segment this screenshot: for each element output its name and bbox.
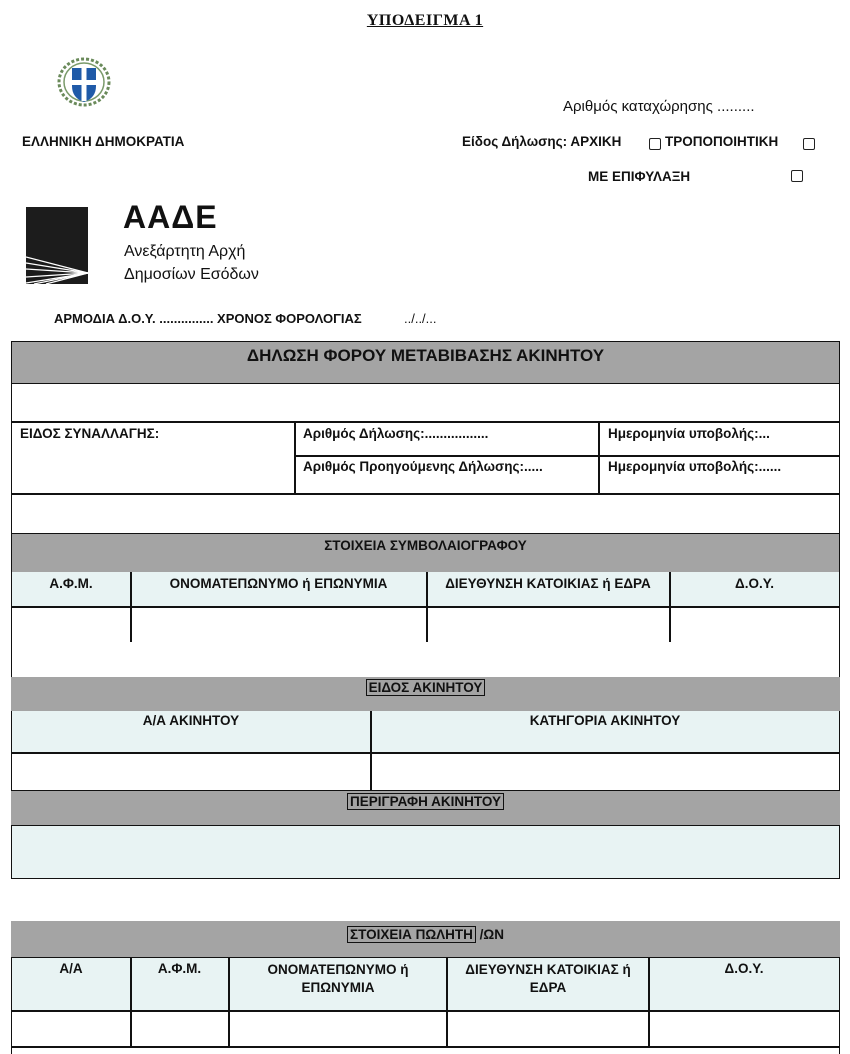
divider — [446, 957, 448, 1047]
seller-col-name: ΟΝΟΜΑΤΕΠΩΝΥΜΟ ή ΕΠΩΝΥΜΙΑ — [267, 962, 409, 995]
main-title: ΔΗΛΩΣΗ ΦΟΡΟΥ ΜΕΤΑΒΙΒΑΣΗΣ ΑΚΙΝΗΤΟΥ — [246, 346, 605, 365]
declaration-type-label: Είδος Δήλωσης: ΑΡΧΙΚΗ — [462, 134, 622, 149]
divider — [12, 1046, 839, 1048]
notary-col-address: ΔΙΕΥΘΥΝΣΗ ΚΑΤΟΙΚΙΑΣ ή ΕΔΡΑ — [445, 576, 651, 591]
seller-col-address: ΔΙΕΥΘΥΝΣΗ ΚΑΤΟΙΚΙΑΣ ή ΕΔΡΑ — [465, 962, 631, 995]
country-name: ΕΛΛΗΝΙΚΗ ΔΗΜΟΚΡΑΤΙΑ — [22, 134, 185, 149]
property-type-title: ΕΙΔΟΣ ΑΚΙΝΗΤΟΥ — [366, 679, 486, 696]
seller-col-doy: Δ.Ο.Υ. — [724, 961, 764, 976]
aade-acronym: ΑΑΔΕ — [123, 199, 218, 235]
notary-section-title: ΣΤΟΙΧΕΙΑ ΣΥΜΒΟΛΑΙΟΓΡΑΦΟΥ — [324, 538, 527, 553]
initial-checkbox[interactable] — [649, 138, 661, 150]
aade-logo-icon — [26, 207, 90, 284]
previous-declaration-label: Αριθμός Προηγούμενης Δήλωσης:..... — [303, 459, 543, 474]
reservation-label: ΜΕ ΕΠΙΦΥΛΑΞΗ — [588, 169, 691, 184]
seller-col-afm: Α.Φ.Μ. — [157, 961, 202, 976]
submission-date-label: Ημερομηνία υποβολής:... — [608, 426, 770, 441]
notary-col-name: ΟΝΟΜΑΤΕΠΩΝΥΜΟ ή ΕΠΩΝΥΜΙΑ — [169, 576, 388, 591]
seller-section-title: ΣΤΟΙΧΕΙΑ ΠΩΛΗΤΗ — [347, 926, 476, 943]
transaction-type-label: ΕΙΔΟΣ ΣΥΝΑΛΛΑΓΗΣ: — [20, 426, 160, 441]
amendment-label: ΤΡΟΠΟΠΟΙΗΤΙΚΗ — [665, 134, 779, 149]
aade-name-line1: Ανεξάρτητη Αρχή — [124, 243, 246, 260]
divider — [294, 421, 296, 493]
aade-name-line2: Δημοσίων Εσόδων — [124, 266, 259, 283]
divider — [12, 752, 839, 754]
document-title: ΥΠΟΔΕΙΓΜΑ 1 — [366, 12, 484, 29]
previous-submission-date-label: Ημερομηνία υποβολής:...... — [608, 459, 782, 474]
property-col-number: Α/Α ΑΚΙΝΗΤΟΥ — [142, 713, 240, 728]
property-description-title-wrap — [11, 793, 840, 811]
declaration-number-label: Αριθμός Δήλωσης:................. — [303, 426, 489, 441]
property-col-category: ΚΑΤΗΓΟΡΙΑ ΑΚΙΝΗΤΟΥ — [529, 713, 681, 728]
amendment-checkbox[interactable] — [803, 138, 815, 150]
tax-office-line: ΑΡΜΟΔΙΑ Δ.Ο.Υ. ............... ΧΡΟΝΟΣ ΦΟΡΟΛΟΓΙΑΣ — [54, 311, 362, 326]
reservation-checkbox[interactable] — [791, 170, 803, 182]
divider — [12, 421, 839, 423]
divider — [228, 957, 230, 1047]
seller-section-title-suffix: /ΩΝ — [475, 927, 504, 942]
notary-col-afm: Α.Φ.Μ. — [49, 576, 93, 591]
divider — [12, 493, 839, 495]
property-description-title: ΠΕΡΙΓΡΑΦΗ ΑΚΙΝΗΤΟΥ — [347, 793, 504, 810]
tax-year-date: ../../... — [404, 311, 437, 326]
divider — [294, 455, 839, 457]
divider — [12, 1010, 839, 1012]
property-type-title-wrap — [11, 679, 840, 697]
seller-title-wrap — [11, 926, 840, 944]
property-description-field[interactable] — [11, 825, 840, 879]
greek-emblem-icon — [56, 56, 112, 108]
notary-col-doy: Δ.Ο.Υ. — [735, 576, 774, 591]
registration-number: Αριθμός καταχώρησης ......... — [563, 98, 755, 115]
seller-col-aa: Α/Α — [59, 961, 83, 976]
divider — [598, 421, 600, 493]
